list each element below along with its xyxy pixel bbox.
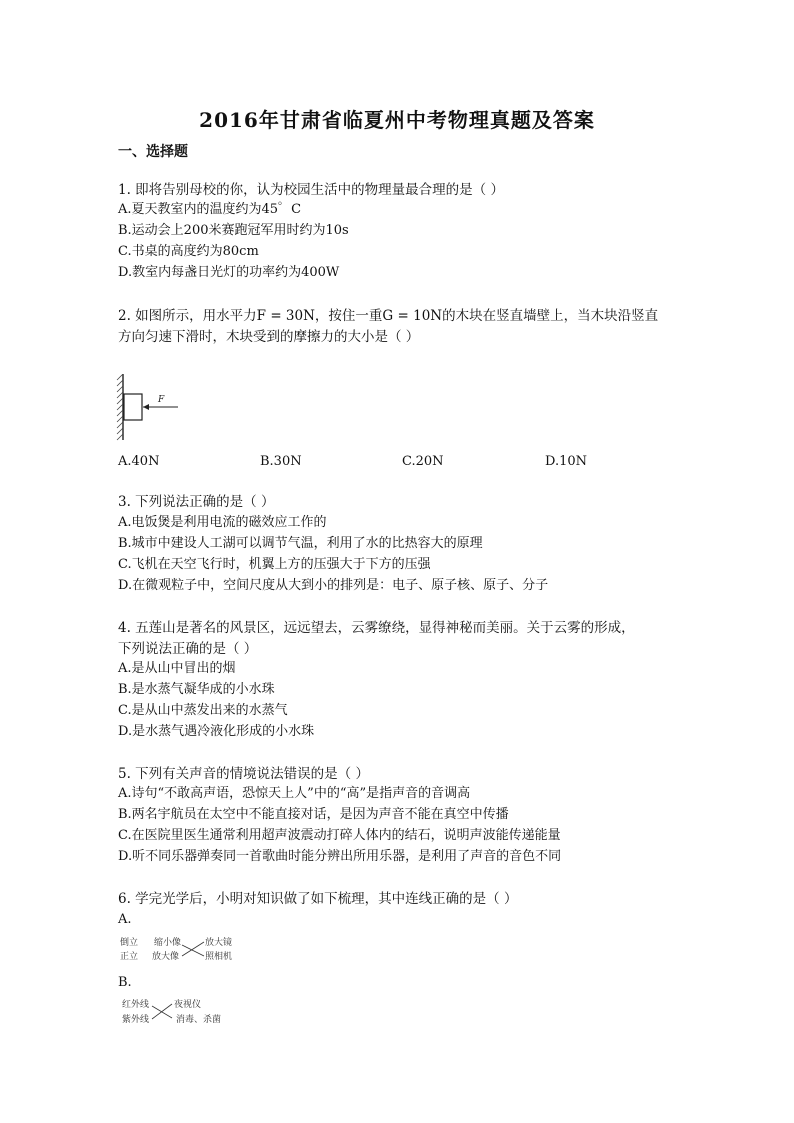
question-2-option-c: C.20N <box>402 454 444 469</box>
fig-a-mid-bottom: 放大像 <box>152 952 180 962</box>
question-1-option-c: C.书桌的高度约为80cm <box>118 244 259 259</box>
question-3-option-c: C.飞机在天空飞行时，机翼上方的压强大于下方的压强 <box>118 557 431 572</box>
question-2-option-b: B.30N <box>260 454 302 469</box>
force-arrow-head <box>143 404 149 410</box>
page-title: 2016年甘肃省临夏州中考物理真题及答案 <box>199 108 595 132</box>
question-4-stem-line1: 4. 五莲山是著名的风景区，远远望去，云雾缭绕，显得神秘而美丽。关于云雾的形成， <box>118 620 635 636</box>
question-5-option-c: C.在医院里医生通常利用超声波震动打碎人体内的结石，说明声波能传递能量 <box>118 828 561 843</box>
fig-a-mid-top: 缩小像 <box>154 938 182 948</box>
fig-b-link-line <box>152 1004 172 1019</box>
question-5-option-b: B.两名宇航员在太空中不能直接对话，是因为声音不能在真空中传播 <box>118 807 509 822</box>
question-3-stem: 3. 下列说法正确的是（ ） <box>118 494 275 510</box>
question-4-stem-line2: 下列说法正确的是（ ） <box>118 641 258 657</box>
question-1-option-d: D.教室内每盏日光灯的功率约为400W <box>118 265 340 280</box>
optics-matching-figure-b <box>118 996 258 1028</box>
optics-matching-figure-a <box>118 934 268 966</box>
question-2-stem-line2: 方向匀速下滑时，木块受到的摩擦力的大小是（ ） <box>118 329 420 345</box>
question-3-option-a: A.电饭煲是利用电流的磁效应工作的 <box>118 515 327 530</box>
fig-a-link-line <box>182 942 204 956</box>
question-4-option-d: D.是水蒸气遇冷液化形成的小水珠 <box>118 724 315 739</box>
section-heading: 一、选择题 <box>118 144 188 160</box>
question-5-option-a: A.诗句“不敢高声语，恐惊天上人”中的“高”是指声音的音调高 <box>118 786 471 801</box>
question-3-option-b: B.城市中建设人工湖可以调节气温，利用了水的比热容大的原理 <box>118 536 483 551</box>
fig-b-right-bottom: 消毒、杀菌 <box>176 1015 222 1025</box>
question-2-option-a: A.40N <box>118 454 160 469</box>
question-1-stem: 1. 即将告别母校的你，认为校园生活中的物理量最合理的是（ ） <box>118 182 504 198</box>
fig-a-right-bottom: 照相机 <box>205 952 233 962</box>
wall-block-figure <box>112 374 192 442</box>
fig-a-right-top: 放大镜 <box>205 938 233 948</box>
question-1-option-b: B.运动会上200米赛跑冠军用时约为10s <box>118 223 349 238</box>
fig-b-left-bottom: 紫外线 <box>122 1015 150 1025</box>
wood-block <box>124 394 142 420</box>
question-5-stem: 5. 下列有关声音的情境说法错误的是（ ） <box>118 766 369 782</box>
fig-a-left-top: 倒立 <box>120 938 139 948</box>
question-4-option-c: C.是从山中蒸发出来的水蒸气 <box>118 703 288 718</box>
fig-a-left-bottom: 正立 <box>120 952 139 962</box>
wall-hatching <box>117 374 123 440</box>
question-5-option-d: D.听不同乐器弹奏同一首歌曲时能分辨出所用乐器，是利用了声音的音色不同 <box>118 849 562 864</box>
question-2-option-d: D.10N <box>545 454 588 469</box>
question-4-option-a: A.是从山中冒出的烟 <box>118 661 236 676</box>
force-label: F <box>158 395 165 405</box>
question-4-option-b: B.是水蒸气凝华成的小水珠 <box>118 682 275 697</box>
question-6-option-a-label: A. <box>118 912 132 927</box>
fig-b-left-top: 红外线 <box>122 1000 150 1010</box>
question-2-stem-line1: 2. 如图所示，用水平力F = 30N，按住一重G = 10N的木块在竖直墙壁上，当木块沿竖直 <box>118 308 659 324</box>
question-1-option-a: A.夏天教室内的温度约为45゜C <box>118 202 302 217</box>
question-3-option-d: D.在微观粒子中，空间尺度从大到小的排列是：电子、原子核、原子、分子 <box>118 578 549 593</box>
question-6-stem: 6. 学完光学后，小明对知识做了如下梳理，其中连线正确的是（ ） <box>118 891 518 907</box>
fig-b-right-top: 夜视仪 <box>174 1000 202 1010</box>
question-6-option-b-label: B. <box>118 975 132 990</box>
